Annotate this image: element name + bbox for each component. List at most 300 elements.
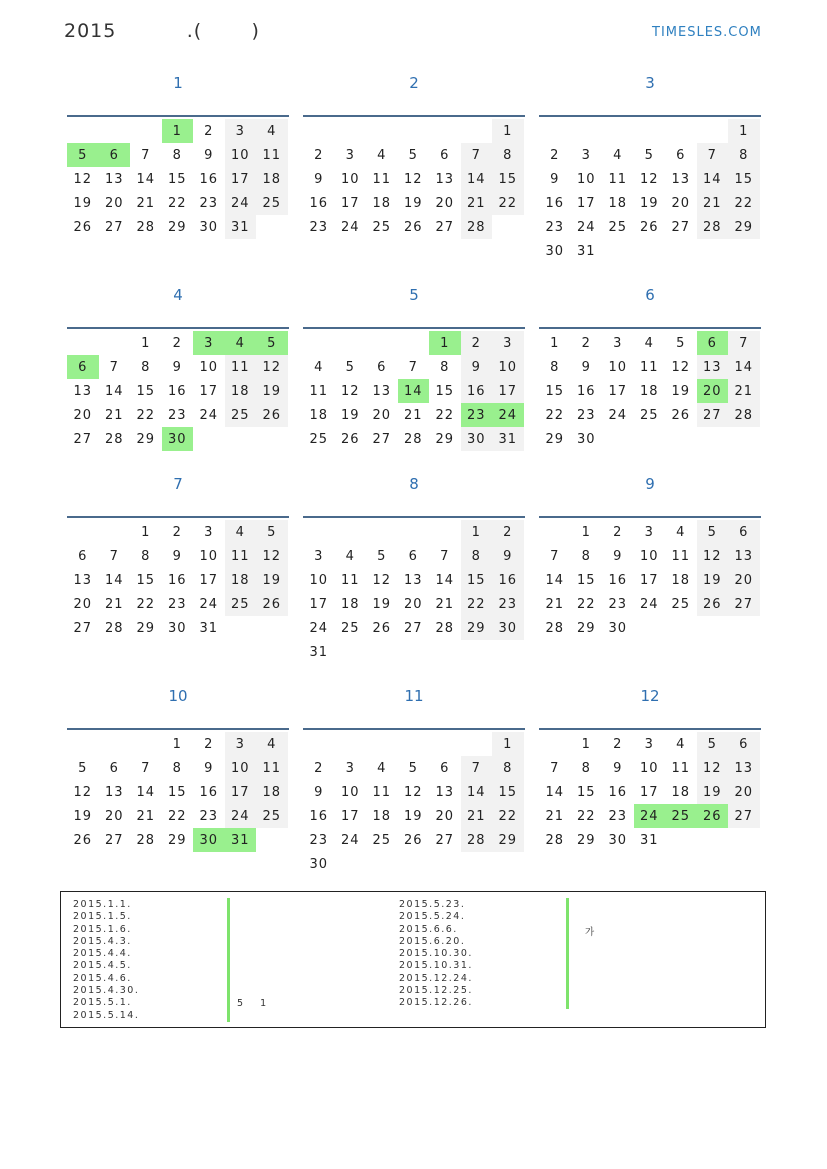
day-cell[interactable]: 14 xyxy=(435,572,455,588)
day-cell[interactable]: 6 xyxy=(440,760,450,776)
day-cell[interactable]: 17 xyxy=(492,379,524,403)
day-cell[interactable]: 21 xyxy=(545,808,565,824)
day-cell[interactable]: 3 xyxy=(345,147,355,163)
day-cell[interactable]: 26 xyxy=(256,592,288,616)
day-cell[interactable]: 23 xyxy=(309,219,329,235)
day-cell[interactable]: 25 xyxy=(225,592,257,616)
day-cell[interactable]: 6 xyxy=(728,520,760,544)
day-cell[interactable]: 8 xyxy=(461,544,493,568)
day-cell[interactable]: 10 xyxy=(576,171,596,187)
day-cell[interactable]: 28 xyxy=(545,620,565,636)
day-cell[interactable]: 16 xyxy=(199,171,219,187)
day-cell[interactable]: 3 xyxy=(345,760,355,776)
day-cell[interactable]: 9 xyxy=(581,359,591,375)
day-cell[interactable]: 13 xyxy=(671,171,691,187)
day-cell[interactable]: 2 xyxy=(314,147,324,163)
day-cell[interactable]: 12 xyxy=(340,383,360,399)
day-cell[interactable]: 29 xyxy=(576,832,596,848)
day-cell[interactable]: 14 xyxy=(398,379,430,403)
day-cell[interactable]: 29 xyxy=(136,620,156,636)
day-cell[interactable]: 7 xyxy=(141,147,151,163)
day-cell[interactable]: 4 xyxy=(377,760,387,776)
day-cell[interactable]: 14 xyxy=(104,383,124,399)
day-cell[interactable]: 9 xyxy=(314,171,324,187)
day-cell[interactable]: 25 xyxy=(340,620,360,636)
day-cell[interactable]: 17 xyxy=(608,383,628,399)
day-cell[interactable]: 20 xyxy=(671,195,691,211)
day-cell[interactable]: 17 xyxy=(340,808,360,824)
day-cell[interactable]: 25 xyxy=(372,219,392,235)
day-cell[interactable]: 18 xyxy=(372,195,392,211)
day-cell[interactable]: 6 xyxy=(109,760,119,776)
day-cell[interactable]: 26 xyxy=(403,219,423,235)
day-cell[interactable]: 12 xyxy=(73,784,93,800)
day-cell[interactable]: 15 xyxy=(576,572,596,588)
day-cell[interactable]: 14 xyxy=(728,355,760,379)
day-cell[interactable]: 15 xyxy=(136,383,156,399)
day-cell[interactable]: 23 xyxy=(492,592,524,616)
day-cell[interactable]: 26 xyxy=(340,431,360,447)
day-cell[interactable]: 7 xyxy=(461,143,493,167)
day-cell[interactable]: 22 xyxy=(167,808,187,824)
day-cell[interactable]: 2 xyxy=(492,520,524,544)
day-cell[interactable]: 29 xyxy=(461,616,493,640)
day-cell[interactable]: 22 xyxy=(136,596,156,612)
day-cell[interactable]: 1 xyxy=(492,119,524,143)
day-cell[interactable]: 15 xyxy=(167,171,187,187)
day-cell[interactable]: 13 xyxy=(104,784,124,800)
day-cell[interactable]: 8 xyxy=(581,548,591,564)
day-cell[interactable]: 2 xyxy=(613,736,623,752)
day-cell[interactable]: 30 xyxy=(167,620,187,636)
day-cell[interactable]: 23 xyxy=(608,808,628,824)
day-cell[interactable]: 13 xyxy=(73,572,93,588)
day-cell[interactable]: 16 xyxy=(576,383,596,399)
day-cell[interactable]: 24 xyxy=(492,403,524,427)
day-cell[interactable]: 10 xyxy=(639,548,659,564)
day-cell[interactable]: 6 xyxy=(78,548,88,564)
day-cell[interactable]: 14 xyxy=(697,167,729,191)
day-cell[interactable]: 17 xyxy=(225,167,257,191)
day-cell[interactable]: 15 xyxy=(492,780,524,804)
day-cell[interactable]: 4 xyxy=(256,732,288,756)
day-cell[interactable]: 8 xyxy=(141,359,151,375)
day-cell[interactable]: 22 xyxy=(167,195,187,211)
day-cell[interactable]: 19 xyxy=(256,379,288,403)
day-cell[interactable]: 8 xyxy=(492,143,524,167)
day-cell[interactable]: 3 xyxy=(581,147,591,163)
day-cell[interactable]: 17 xyxy=(340,195,360,211)
day-cell[interactable]: 7 xyxy=(550,760,560,776)
day-cell[interactable]: 1 xyxy=(550,335,560,351)
day-cell[interactable]: 16 xyxy=(608,572,628,588)
day-cell[interactable]: 1 xyxy=(581,736,591,752)
day-cell[interactable]: 5 xyxy=(256,331,288,355)
day-cell[interactable]: 26 xyxy=(671,407,691,423)
day-cell[interactable]: 15 xyxy=(167,784,187,800)
day-cell[interactable]: 20 xyxy=(403,596,423,612)
day-cell[interactable]: 13 xyxy=(372,383,392,399)
day-cell[interactable]: 24 xyxy=(608,407,628,423)
day-cell[interactable]: 31 xyxy=(199,620,219,636)
day-cell[interactable]: 23 xyxy=(167,596,187,612)
site-link[interactable]: TIMESLES.COM xyxy=(652,25,762,40)
day-cell[interactable]: 12 xyxy=(403,171,423,187)
day-cell[interactable]: 5 xyxy=(408,760,418,776)
day-cell[interactable]: 9 xyxy=(172,359,182,375)
day-cell[interactable]: 31 xyxy=(225,215,257,239)
day-cell[interactable]: 1 xyxy=(172,736,182,752)
day-cell[interactable]: 28 xyxy=(136,832,156,848)
day-cell[interactable]: 23 xyxy=(545,219,565,235)
day-cell[interactable]: 27 xyxy=(372,431,392,447)
day-cell[interactable]: 30 xyxy=(193,828,225,852)
day-cell[interactable]: 9 xyxy=(613,760,623,776)
day-cell[interactable]: 7 xyxy=(697,143,729,167)
day-cell[interactable]: 1 xyxy=(461,520,493,544)
day-cell[interactable]: 21 xyxy=(136,808,156,824)
day-cell[interactable]: 18 xyxy=(671,784,691,800)
day-cell[interactable]: 3 xyxy=(644,524,654,540)
day-cell[interactable]: 16 xyxy=(309,195,329,211)
day-cell[interactable]: 19 xyxy=(73,808,93,824)
day-cell[interactable]: 31 xyxy=(639,832,659,848)
day-cell[interactable]: 25 xyxy=(309,431,329,447)
day-cell[interactable]: 11 xyxy=(639,359,659,375)
day-cell[interactable]: 18 xyxy=(256,167,288,191)
day-cell[interactable]: 8 xyxy=(728,143,760,167)
day-cell[interactable]: 15 xyxy=(461,568,493,592)
day-cell[interactable]: 7 xyxy=(461,756,493,780)
day-cell[interactable]: 21 xyxy=(461,804,493,828)
day-cell[interactable]: 22 xyxy=(461,592,493,616)
day-cell[interactable]: 4 xyxy=(225,331,257,355)
day-cell[interactable]: 5 xyxy=(644,147,654,163)
day-cell[interactable]: 31 xyxy=(576,243,596,259)
day-cell[interactable]: 13 xyxy=(104,171,124,187)
day-cell[interactable]: 3 xyxy=(644,736,654,752)
day-cell[interactable]: 30 xyxy=(309,856,329,872)
day-cell[interactable]: 5 xyxy=(377,548,387,564)
day-cell[interactable]: 12 xyxy=(256,355,288,379)
day-cell[interactable]: 4 xyxy=(345,548,355,564)
day-cell[interactable]: 16 xyxy=(199,784,219,800)
day-cell[interactable]: 2 xyxy=(172,524,182,540)
day-cell[interactable]: 12 xyxy=(372,572,392,588)
day-cell[interactable]: 7 xyxy=(109,359,119,375)
day-cell[interactable]: 11 xyxy=(225,355,257,379)
day-cell[interactable]: 27 xyxy=(671,219,691,235)
day-cell[interactable]: 26 xyxy=(639,219,659,235)
day-cell[interactable]: 23 xyxy=(608,596,628,612)
day-cell[interactable]: 31 xyxy=(225,828,257,852)
day-cell[interactable]: 17 xyxy=(309,596,329,612)
day-cell[interactable]: 10 xyxy=(225,756,257,780)
day-cell[interactable]: 5 xyxy=(256,520,288,544)
day-cell[interactable]: 27 xyxy=(104,832,124,848)
day-cell[interactable]: 19 xyxy=(639,195,659,211)
day-cell[interactable]: 27 xyxy=(73,620,93,636)
day-cell[interactable]: 29 xyxy=(167,219,187,235)
day-cell[interactable]: 4 xyxy=(256,119,288,143)
day-cell[interactable]: 25 xyxy=(665,804,697,828)
day-cell[interactable]: 10 xyxy=(608,359,628,375)
day-cell[interactable]: 12 xyxy=(697,756,729,780)
day-cell[interactable]: 21 xyxy=(545,596,565,612)
day-cell[interactable]: 8 xyxy=(172,760,182,776)
day-cell[interactable]: 24 xyxy=(639,596,659,612)
day-cell[interactable]: 29 xyxy=(167,832,187,848)
day-cell[interactable]: 16 xyxy=(461,379,493,403)
day-cell[interactable]: 9 xyxy=(172,548,182,564)
day-cell[interactable]: 4 xyxy=(644,335,654,351)
day-cell[interactable]: 8 xyxy=(440,359,450,375)
day-cell[interactable]: 8 xyxy=(141,548,151,564)
day-cell[interactable]: 14 xyxy=(104,572,124,588)
day-cell[interactable]: 25 xyxy=(372,832,392,848)
day-cell[interactable]: 8 xyxy=(492,756,524,780)
day-cell[interactable]: 5 xyxy=(697,520,729,544)
day-cell[interactable]: 17 xyxy=(199,383,219,399)
day-cell[interactable]: 26 xyxy=(372,620,392,636)
day-cell[interactable]: 13 xyxy=(728,756,760,780)
day-cell[interactable]: 11 xyxy=(608,171,628,187)
day-cell[interactable]: 24 xyxy=(225,191,257,215)
day-cell[interactable]: 20 xyxy=(104,195,124,211)
day-cell[interactable]: 18 xyxy=(671,572,691,588)
day-cell[interactable]: 2 xyxy=(550,147,560,163)
day-cell[interactable]: 3 xyxy=(225,119,257,143)
day-cell[interactable]: 30 xyxy=(608,620,628,636)
day-cell[interactable]: 15 xyxy=(435,383,455,399)
day-cell[interactable]: 1 xyxy=(728,119,760,143)
day-cell[interactable]: 29 xyxy=(545,431,565,447)
day-cell[interactable]: 12 xyxy=(73,171,93,187)
day-cell[interactable]: 1 xyxy=(581,524,591,540)
day-cell[interactable]: 19 xyxy=(340,407,360,423)
day-cell[interactable]: 16 xyxy=(167,572,187,588)
day-cell[interactable]: 13 xyxy=(435,171,455,187)
day-cell[interactable]: 16 xyxy=(492,568,524,592)
day-cell[interactable]: 28 xyxy=(697,215,729,239)
day-cell[interactable]: 20 xyxy=(697,379,729,403)
day-cell[interactable]: 15 xyxy=(576,784,596,800)
day-cell[interactable]: 30 xyxy=(545,243,565,259)
day-cell[interactable]: 7 xyxy=(440,548,450,564)
day-cell[interactable]: 26 xyxy=(73,832,93,848)
day-cell[interactable]: 24 xyxy=(309,620,329,636)
day-cell[interactable]: 6 xyxy=(697,331,729,355)
day-cell[interactable]: 3 xyxy=(225,732,257,756)
day-cell[interactable]: 18 xyxy=(256,780,288,804)
day-cell[interactable]: 30 xyxy=(608,832,628,848)
day-cell[interactable]: 23 xyxy=(461,403,493,427)
day-cell[interactable]: 28 xyxy=(136,219,156,235)
day-cell[interactable]: 30 xyxy=(576,431,596,447)
day-cell[interactable]: 22 xyxy=(545,407,565,423)
day-cell[interactable]: 5 xyxy=(408,147,418,163)
day-cell[interactable]: 19 xyxy=(403,195,423,211)
day-cell[interactable]: 12 xyxy=(256,544,288,568)
day-cell[interactable]: 4 xyxy=(676,524,686,540)
day-cell[interactable]: 9 xyxy=(492,544,524,568)
day-cell[interactable]: 8 xyxy=(550,359,560,375)
day-cell[interactable]: 22 xyxy=(492,804,524,828)
day-cell[interactable]: 11 xyxy=(372,171,392,187)
day-cell[interactable]: 2 xyxy=(172,335,182,351)
day-cell[interactable]: 15 xyxy=(136,572,156,588)
day-cell[interactable]: 5 xyxy=(697,732,729,756)
day-cell[interactable]: 20 xyxy=(435,808,455,824)
day-cell[interactable]: 10 xyxy=(492,355,524,379)
day-cell[interactable]: 28 xyxy=(461,215,493,239)
day-cell[interactable]: 25 xyxy=(639,407,659,423)
day-cell[interactable]: 6 xyxy=(408,548,418,564)
day-cell[interactable]: 19 xyxy=(697,780,729,804)
day-cell[interactable]: 3 xyxy=(193,331,225,355)
day-cell[interactable]: 27 xyxy=(728,592,760,616)
day-cell[interactable]: 20 xyxy=(73,596,93,612)
day-cell[interactable]: 26 xyxy=(697,592,729,616)
day-cell[interactable]: 24 xyxy=(576,219,596,235)
day-cell[interactable]: 2 xyxy=(461,331,493,355)
day-cell[interactable]: 29 xyxy=(576,620,596,636)
day-cell[interactable]: 27 xyxy=(697,403,729,427)
day-cell[interactable]: 31 xyxy=(309,644,329,660)
day-cell[interactable]: 2 xyxy=(204,736,214,752)
day-cell[interactable]: 6 xyxy=(440,147,450,163)
day-cell[interactable]: 9 xyxy=(204,147,214,163)
day-cell[interactable]: 28 xyxy=(728,403,760,427)
day-cell[interactable]: 2 xyxy=(314,760,324,776)
day-cell[interactable]: 21 xyxy=(435,596,455,612)
day-cell[interactable]: 31 xyxy=(492,427,524,451)
day-cell[interactable]: 29 xyxy=(435,431,455,447)
day-cell[interactable]: 18 xyxy=(340,596,360,612)
day-cell[interactable]: 20 xyxy=(435,195,455,211)
day-cell[interactable]: 11 xyxy=(256,756,288,780)
day-cell[interactable]: 27 xyxy=(728,804,760,828)
day-cell[interactable]: 16 xyxy=(167,383,187,399)
day-cell[interactable]: 9 xyxy=(550,171,560,187)
day-cell[interactable]: 13 xyxy=(435,784,455,800)
day-cell[interactable]: 19 xyxy=(697,568,729,592)
day-cell[interactable]: 28 xyxy=(104,431,124,447)
day-cell[interactable]: 2 xyxy=(204,123,214,139)
day-cell[interactable]: 21 xyxy=(104,407,124,423)
day-cell[interactable]: 9 xyxy=(613,548,623,564)
day-cell[interactable]: 22 xyxy=(492,191,524,215)
day-cell[interactable]: 10 xyxy=(639,760,659,776)
day-cell[interactable]: 7 xyxy=(408,359,418,375)
day-cell[interactable]: 4 xyxy=(377,147,387,163)
day-cell[interactable]: 25 xyxy=(256,191,288,215)
day-cell[interactable]: 10 xyxy=(340,171,360,187)
day-cell[interactable]: 5 xyxy=(345,359,355,375)
day-cell[interactable]: 19 xyxy=(256,568,288,592)
day-cell[interactable]: 26 xyxy=(697,804,729,828)
day-cell[interactable]: 6 xyxy=(377,359,387,375)
day-cell[interactable]: 20 xyxy=(73,407,93,423)
day-cell[interactable]: 3 xyxy=(314,548,324,564)
day-cell[interactable]: 23 xyxy=(199,808,219,824)
day-cell[interactable]: 30 xyxy=(199,219,219,235)
day-cell[interactable]: 30 xyxy=(461,427,493,451)
day-cell[interactable]: 15 xyxy=(492,167,524,191)
day-cell[interactable]: 21 xyxy=(136,195,156,211)
day-cell[interactable]: 16 xyxy=(545,195,565,211)
day-cell[interactable]: 4 xyxy=(314,359,324,375)
day-cell[interactable]: 12 xyxy=(697,544,729,568)
day-cell[interactable]: 25 xyxy=(256,804,288,828)
day-cell[interactable]: 23 xyxy=(309,832,329,848)
day-cell[interactable]: 1 xyxy=(141,335,151,351)
day-cell[interactable]: 20 xyxy=(104,808,124,824)
day-cell[interactable]: 9 xyxy=(204,760,214,776)
day-cell[interactable]: 4 xyxy=(225,520,257,544)
day-cell[interactable]: 11 xyxy=(671,548,691,564)
day-cell[interactable]: 17 xyxy=(199,572,219,588)
day-cell[interactable]: 19 xyxy=(403,808,423,824)
day-cell[interactable]: 10 xyxy=(309,572,329,588)
day-cell[interactable]: 6 xyxy=(99,143,131,167)
day-cell[interactable]: 22 xyxy=(435,407,455,423)
day-cell[interactable]: 17 xyxy=(576,195,596,211)
day-cell[interactable]: 16 xyxy=(608,784,628,800)
day-cell[interactable]: 27 xyxy=(403,620,423,636)
day-cell[interactable]: 10 xyxy=(199,359,219,375)
day-cell[interactable]: 20 xyxy=(728,568,760,592)
day-cell[interactable]: 28 xyxy=(403,431,423,447)
day-cell[interactable]: 14 xyxy=(136,784,156,800)
day-cell[interactable]: 13 xyxy=(73,383,93,399)
day-cell[interactable]: 3 xyxy=(204,524,214,540)
day-cell[interactable]: 26 xyxy=(256,403,288,427)
day-cell[interactable]: 14 xyxy=(545,784,565,800)
day-cell[interactable]: 3 xyxy=(492,331,524,355)
day-cell[interactable]: 21 xyxy=(728,379,760,403)
day-cell[interactable]: 18 xyxy=(372,808,392,824)
day-cell[interactable]: 17 xyxy=(639,784,659,800)
day-cell[interactable]: 12 xyxy=(671,359,691,375)
day-cell[interactable]: 16 xyxy=(309,808,329,824)
day-cell[interactable]: 6 xyxy=(67,355,99,379)
day-cell[interactable]: 23 xyxy=(199,195,219,211)
day-cell[interactable]: 22 xyxy=(576,808,596,824)
day-cell[interactable]: 28 xyxy=(435,620,455,636)
day-cell[interactable]: 18 xyxy=(639,383,659,399)
day-cell[interactable]: 20 xyxy=(728,780,760,804)
day-cell[interactable]: 14 xyxy=(461,780,493,804)
day-cell[interactable]: 19 xyxy=(372,596,392,612)
day-cell[interactable]: 2 xyxy=(581,335,591,351)
day-cell[interactable]: 9 xyxy=(461,355,493,379)
day-cell[interactable]: 27 xyxy=(73,431,93,447)
day-cell[interactable]: 12 xyxy=(403,784,423,800)
day-cell[interactable]: 17 xyxy=(225,780,257,804)
day-cell[interactable]: 26 xyxy=(73,219,93,235)
day-cell[interactable]: 11 xyxy=(372,784,392,800)
day-cell[interactable]: 18 xyxy=(225,568,257,592)
day-cell[interactable]: 13 xyxy=(728,544,760,568)
day-cell[interactable]: 8 xyxy=(172,147,182,163)
day-cell[interactable]: 26 xyxy=(403,832,423,848)
day-cell[interactable]: 7 xyxy=(550,548,560,564)
day-cell[interactable]: 24 xyxy=(634,804,666,828)
day-cell[interactable]: 10 xyxy=(340,784,360,800)
day-cell[interactable]: 5 xyxy=(676,335,686,351)
day-cell[interactable]: 7 xyxy=(728,331,760,355)
